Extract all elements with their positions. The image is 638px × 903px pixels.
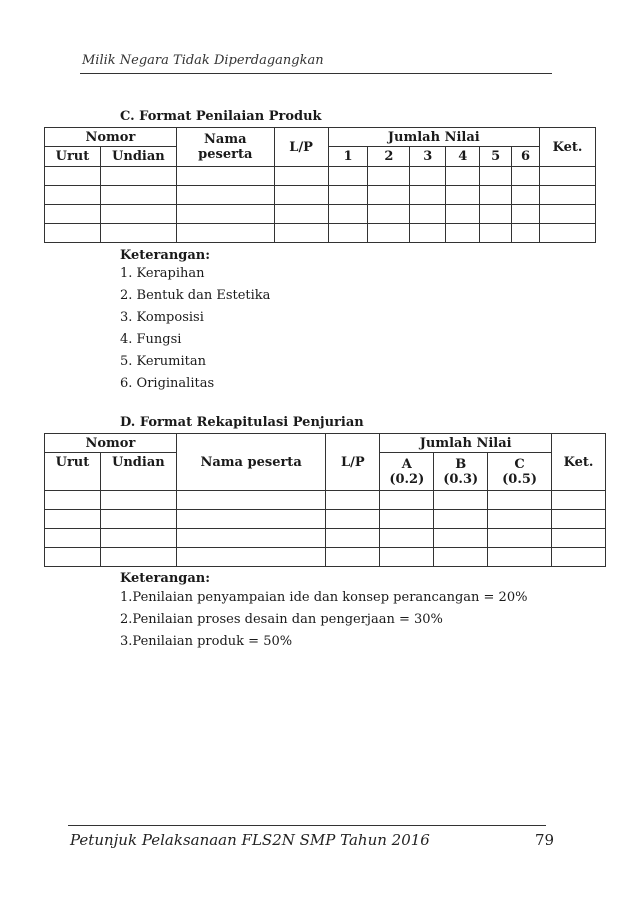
list-item: 3.Penilaian produk = 50% [120, 634, 293, 649]
header-nama-peserta: Nama peserta [176, 128, 274, 167]
header-lp: L/P [326, 434, 380, 491]
header-criterion-1: 1 [328, 147, 368, 167]
header-jumlah-nilai: Jumlah Nilai [380, 434, 552, 453]
list-item: 6. Originalitas [120, 376, 215, 391]
header-jumlah-nilai: Jumlah Nilai [328, 128, 539, 147]
section-d-title: D. Format Rekapitulasi Penjurian [120, 415, 364, 430]
list-item: 4. Fungsi [120, 332, 182, 347]
header-criterion-2: 2 [368, 147, 410, 167]
section-c-keterangan-label: Keterangan: [120, 248, 211, 263]
header-b-weight: B (0.3) [434, 453, 488, 491]
header-nomor: Nomor [45, 434, 177, 453]
table-row [45, 167, 596, 186]
list-item: 3. Komposisi [120, 310, 204, 325]
judging-recap-table [44, 433, 606, 567]
header-nama-peserta: Nama peserta [176, 434, 326, 491]
product-assessment-table [44, 127, 596, 243]
header-ket: Ket. [552, 434, 606, 491]
header-a-weight: A (0.2) [380, 453, 434, 491]
header-divider [80, 73, 552, 74]
header-criterion-3: 3 [410, 147, 446, 167]
page-number: 79 [535, 831, 555, 849]
header-ket: Ket. [540, 128, 596, 167]
table-row [45, 186, 596, 205]
footer-divider [68, 825, 546, 826]
header-criterion-4: 4 [446, 147, 480, 167]
list-item: 1.Penilaian penyampaian ide dan konsep perancangan = 20% [120, 590, 528, 605]
table-row [45, 205, 596, 224]
header-undian: Undian [100, 147, 176, 167]
section-d-weights-list [120, 587, 527, 653]
list-item: 2.Penilaian proses desain dan pengerjaan = 30% [120, 612, 443, 627]
header-criterion-6: 6 [512, 147, 540, 167]
header-nomor: Nomor [45, 128, 177, 147]
list-item: 5. Kerumitan [120, 354, 207, 369]
list-item: 1. Kerapihan [120, 266, 205, 281]
header-urut: Urut [45, 453, 101, 491]
page-footer: Petunjuk Pelaksanaan FLS2N SMP Tahun 2016 [70, 831, 430, 849]
table-row [45, 529, 606, 548]
table-row [45, 224, 596, 243]
list-item: 2. Bentuk dan Estetika [120, 288, 271, 303]
header-undian: Undian [100, 453, 176, 491]
header-criterion-5: 5 [480, 147, 512, 167]
header-urut: Urut [45, 147, 101, 167]
section-d-keterangan-label: Keterangan: [120, 571, 211, 586]
page-header: Milik Negara Tidak Diperdagangkan [82, 53, 324, 68]
table-row [45, 491, 606, 510]
header-lp: L/P [274, 128, 328, 167]
section-c-title: C. Format Penilaian Produk [120, 109, 322, 124]
header-c-weight: C (0.5) [488, 453, 552, 491]
table-row [45, 548, 606, 567]
section-c-criteria-list [120, 263, 270, 395]
table-row [45, 510, 606, 529]
